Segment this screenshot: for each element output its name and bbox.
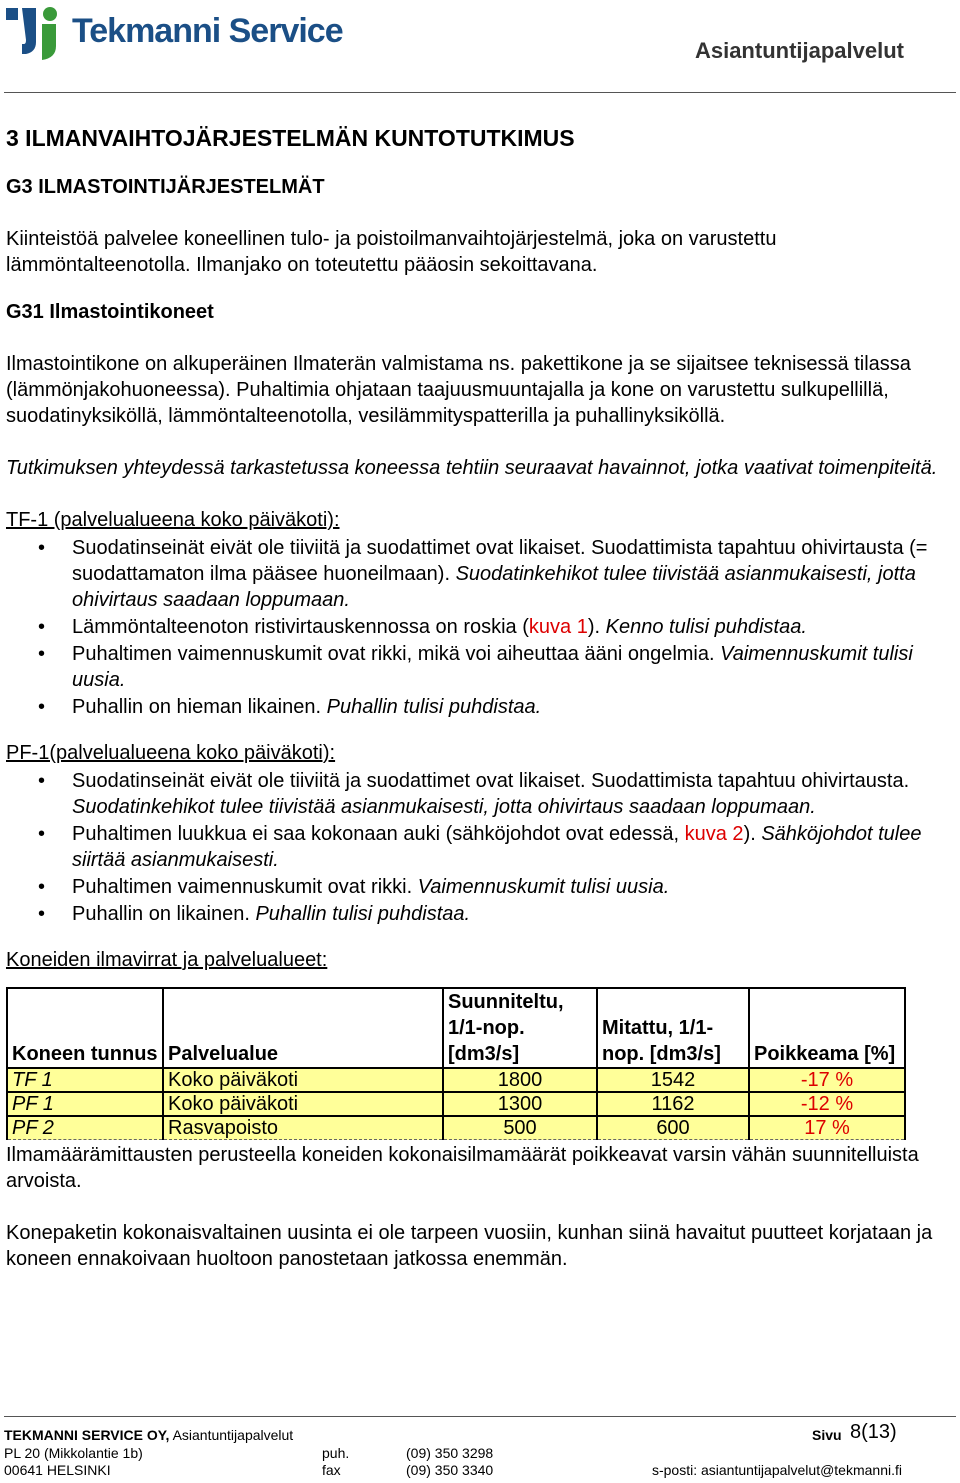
deviation-cell: -12 %: [749, 1092, 905, 1116]
footer-address-line2: 00641 HELSINKI: [4, 1462, 111, 1478]
table-row: [7, 1092, 905, 1116]
finding-text: Puhaltimen vaimennuskumit ovat rikki, mikä voi aiheuttaa ääni ongelmia.: [72, 643, 721, 665]
list-item: [6, 641, 954, 693]
designed-cell: 1300: [443, 1092, 597, 1116]
document-body: [6, 118, 954, 1272]
finding-action: Puhallin tulisi puhdistaa.: [255, 903, 471, 925]
list-item: [6, 535, 954, 613]
list-item: [6, 694, 954, 720]
bullet-icon: •: [38, 823, 46, 845]
header-divider: [4, 92, 956, 93]
finding-text: Puhallin on hieman likainen.: [72, 696, 327, 718]
footer-fax-label: fax: [322, 1462, 341, 1478]
table-row: [7, 1116, 905, 1140]
table-row: [7, 1068, 905, 1092]
column-header-measured: Mitattu, 1/1-nop. [dm3/s]: [597, 988, 749, 1068]
deviation-cell: -17 %: [749, 1068, 905, 1092]
pf1-heading: PF-1(palvelualueena koko päiväkoti):: [6, 742, 336, 764]
page-footer: [4, 1416, 956, 1479]
footer-page-number: 8(13): [850, 1421, 897, 1443]
list-item: [6, 874, 954, 900]
footer-company-suffix: Asiantuntijapalvelut: [172, 1427, 294, 1443]
measured-cell: 600: [597, 1116, 749, 1140]
footer-row-city: [4, 1462, 956, 1479]
unit-cell: TF 1: [7, 1068, 163, 1092]
list-item: [6, 768, 954, 820]
footer-row-address: [4, 1445, 956, 1462]
measured-cell: 1542: [597, 1068, 749, 1092]
figure-reference-link[interactable]: kuva 2: [684, 823, 744, 845]
footer-fax: (09) 350 3340: [406, 1462, 494, 1478]
area-cell: Koko päiväkoti: [163, 1068, 443, 1092]
finding-text: Puhallin on likainen.: [72, 903, 256, 925]
finding-action: Kenno tulisi puhdistaa.: [605, 616, 807, 638]
footer-phone: (09) 350 3298: [406, 1445, 494, 1461]
list-item: [6, 614, 954, 640]
finding-action: Suodatinkehikot tulee tiivistää asianmukaisesti, jotta ohivirtaus saadaan loppumaan.: [72, 563, 916, 611]
area-cell: Koko päiväkoti: [163, 1092, 443, 1116]
findings-intro: Tutkimuksen yhteydessä tarkastetussa koneessa tehtiin seuraavat havainnot, jotka vaativat toimenpiteitä.: [6, 457, 938, 479]
finding-text-end: ).: [587, 616, 606, 638]
logo-text: Tekmanni Service: [72, 12, 343, 50]
table-header-row: [7, 988, 905, 1068]
section-title: 3 ILMANVAIHTOJÄRJESTELMÄN KUNTOTUTKIMUS: [6, 125, 575, 151]
intro-paragraph: Kiinteistöä palvelee koneellinen tulo- ja poistoilmanvaihtojärjestelmä, joka on varustettu lämmöntalteenotolla. Ilmanjako on toteutettu pääosin sekoittavana.: [6, 228, 777, 276]
footer-row-company: [4, 1419, 956, 1441]
column-header-area: Palvelualue: [163, 988, 443, 1068]
finding-action: Suodatinkehikot tulee tiivistää asianmukaisesti, jotta ohivirtaus saadaan loppumaan.: [72, 796, 816, 818]
deviation-cell: 17 %: [749, 1116, 905, 1140]
footer-divider: [4, 1416, 956, 1417]
bullet-icon: •: [38, 616, 46, 638]
footer-email[interactable]: s-posti: asiantuntijapalvelut@tekmanni.fi: [651, 1462, 902, 1478]
footer-page-label: Sivu: [812, 1427, 842, 1443]
closing-paragraph: Konepaketin kokonaisvaltainen uusinta ei ole tarpeen vuosiin, kunhan siinä havaitut puutteet korjataan ja koneen ennakoivaan huoltoon panostetaan jatkossa enemmän.: [6, 1222, 933, 1270]
header-department: Asiantuntijapalvelut: [694, 38, 904, 63]
after-table-paragraph: Ilmamäärämittausten perusteella koneiden kokonaisilmamäärät poikkeavat varsin vähän suunnitelluista arvoista.: [6, 1144, 919, 1192]
bullet-icon: •: [38, 770, 46, 792]
designed-cell: 1800: [443, 1068, 597, 1092]
finding-text: Puhaltimen luukkua ei saa kokonaan auki (sähköjohdot ovat edessä,: [72, 823, 685, 845]
unit-cell: PF 1: [7, 1092, 163, 1116]
bullet-icon: •: [38, 643, 46, 665]
airflow-table: [6, 987, 906, 1140]
list-item: [6, 821, 954, 873]
area-cell: Rasvapoisto: [163, 1116, 443, 1140]
finding-action: Sähköjohdot tulee siirtää asianmukaisesti.: [72, 823, 922, 871]
tf1-heading: TF-1 (palvelualueena koko päiväkoti):: [6, 509, 340, 531]
measured-cell: 1162: [597, 1092, 749, 1116]
column-header-unit: Koneen tunnus: [7, 988, 163, 1068]
footer-company-name: TEKMANNI SERVICE OY,: [4, 1427, 170, 1443]
figure-reference-link[interactable]: kuva 1: [528, 616, 588, 638]
finding-text: Puhaltimen vaimennuskumit ovat rikki.: [72, 876, 418, 898]
tekmanni-logo: [4, 4, 344, 64]
bullet-icon: •: [38, 696, 46, 718]
finding-action: Vaimennuskumit tulisi uusia.: [72, 643, 913, 691]
footer-phone-label: puh.: [322, 1445, 350, 1461]
column-header-deviation: Poikkeama [%]: [749, 988, 905, 1068]
flows-heading: Koneiden ilmavirrat ja palvelualueet:: [6, 949, 328, 971]
bullet-icon: •: [38, 903, 46, 925]
list-item: [6, 901, 954, 927]
g31-paragraph: Ilmastointikone on alkuperäinen Ilmaterän valmistama ns. pakettikone ja se sijaitsee teknisessä tilassa (lämmönjakohuoneessa). Puhaltimia ohjataan taajuusmuuntajalla ja kone on varustettu sulkupellillä, suodatinyksiköllä, lämmöntalteenotolla, vesilämmityspatterilla ja puhallinyksiköllä.: [6, 353, 911, 427]
finding-text-end: ).: [743, 823, 762, 845]
footer-address-line1: PL 20 (Mikkolantie 1b): [4, 1445, 143, 1461]
bullet-icon: •: [38, 537, 46, 559]
finding-text: Suodatinseinät eivät ole tiiviitä ja suodattimet ovat likaiset. Suodattimista tapahtuu ohivirtausta (= suodattamaton ilma pääsee huoneilmaan).: [72, 537, 928, 585]
footer-company: [4, 1427, 293, 1443]
finding-text: Lämmöntalteenoton ristivirtauskennossa on roskia (: [72, 616, 529, 638]
tf1-list: [6, 535, 954, 720]
subsection-g31-title: G31 Ilmastointikoneet: [6, 301, 214, 323]
unit-cell: PF 2: [7, 1116, 163, 1140]
subsection-g3-title: G3 ILMASTOINTIJÄRJESTELMÄT: [6, 176, 325, 198]
finding-action: Vaimennuskumit tulisi uusia.: [417, 876, 670, 898]
page-header: [0, 0, 960, 96]
bullet-icon: •: [38, 876, 46, 898]
column-header-designed: Suunniteltu, 1/1-nop. [dm3/s]: [443, 988, 597, 1068]
finding-text: Suodatinseinät eivät ole tiiviitä ja suodattimet ovat likaiset. Suodattimista tapahtuu ohivirtausta.: [72, 770, 910, 792]
designed-cell: 500: [443, 1116, 597, 1140]
pf1-list: [6, 768, 954, 927]
logo-mark-icon: [4, 4, 68, 64]
finding-action: Puhallin tulisi puhdistaa.: [326, 696, 542, 718]
